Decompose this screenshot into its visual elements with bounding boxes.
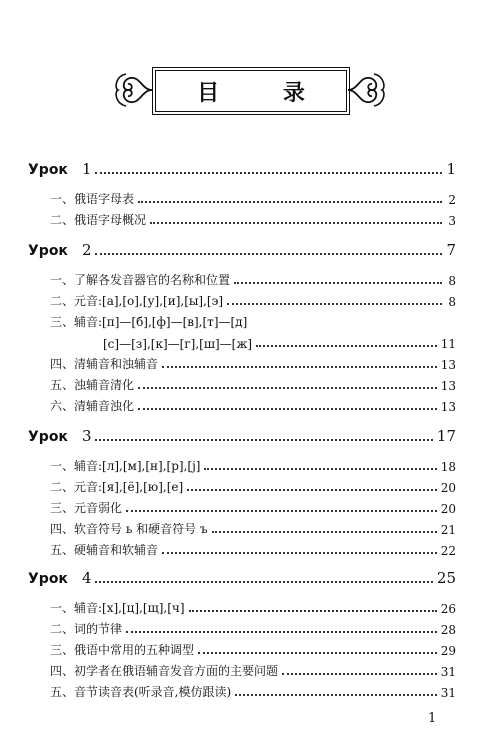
leader-dots [95,580,432,583]
page-number: 31 [440,665,456,679]
entry-text: 五、浊辅音清化 [50,378,135,392]
leader-dots [212,530,437,533]
leader-dots [95,252,442,255]
toc-entry[interactable] [50,310,456,330]
toc-entry[interactable] [50,475,456,495]
page-number: 26 [440,602,456,616]
lesson-word: Урок [28,571,68,587]
lesson-number: 4 [81,569,92,587]
entry-text: 五、硬辅音和软辅音 [50,543,159,557]
lesson-heading[interactable] [28,239,456,259]
lesson-number: 3 [81,427,92,445]
entry-text: 六、清辅音浊化 [50,399,135,413]
toc-entry[interactable] [50,352,456,372]
leader-dots [256,344,437,347]
lesson-heading[interactable] [28,425,456,445]
lesson-word: Урок [28,243,68,259]
page-number: 1 [446,160,456,178]
entry-text: 四、软音符号 ь 和硬音符号 ъ [50,522,208,536]
page-number: 29 [440,644,456,658]
page-number: 13 [440,358,456,372]
entry-text: [с]—[з],[к]—[г],[ш]—[ж] [103,337,253,351]
toc-entry[interactable] [50,517,456,537]
leader-dots [234,281,442,284]
leader-dots [204,467,436,470]
lesson-number: 1 [81,160,92,178]
page-number: 18 [440,460,456,474]
lesson-word: Урок [28,429,68,445]
lesson-number: 2 [81,241,92,259]
toc-entry[interactable] [50,208,456,228]
page-number: 3 [448,214,456,228]
entry-text: 二、俄语字母概况 [50,213,147,227]
entry-text: 四、初学者在俄语辅音发音方面的主要问题 [50,664,279,678]
page-number: 8 [448,295,456,309]
lesson-word: Урок [28,162,68,178]
toc-entry[interactable] [50,289,456,309]
toc-entry[interactable] [50,496,456,516]
toc-entry[interactable] [50,187,456,207]
leader-dots [126,509,437,512]
page-title: 目 录 [197,80,333,106]
leader-dots [235,693,437,696]
toc-entry[interactable] [50,373,456,393]
toc-entry[interactable] [50,680,456,700]
leader-dots [95,438,432,441]
entry-text: 一、了解各发音器官的名称和位置 [50,273,231,287]
leader-dots [126,630,437,633]
leader-dots [282,672,437,675]
page-number: 17 [436,427,456,445]
toc-entry[interactable] [50,596,456,616]
leader-dots [162,365,437,368]
page-number: 2 [448,193,456,207]
toc-entry[interactable] [50,659,456,679]
page-number: 13 [440,379,456,393]
toc-entry[interactable] [50,268,456,288]
page-number: 11 [440,337,456,351]
entry-text: 四、清辅音和浊辅音 [50,357,159,371]
entry-text: 一、辅音:[л],[м],[н],[р],[j] [50,459,201,473]
leader-dots [138,200,442,203]
lesson-heading[interactable] [28,567,456,587]
leader-dots [198,651,437,654]
toc-entry-continuation[interactable] [103,331,456,351]
page-number: 13 [440,400,456,414]
toc-entry[interactable] [50,638,456,658]
page-number: 22 [440,544,456,558]
lesson-heading[interactable] [28,158,456,178]
page-number: 25 [436,569,456,587]
entry-text: 一、辅音:[х],[ц],[щ],[ч] [50,601,185,615]
leader-dots [150,221,442,224]
page-number: 7 [446,241,456,259]
entry-text: 二、元音:[а],[о],[у],[и],[ы],[э] [50,294,224,308]
footer-page-number: 1 [428,711,437,726]
toc-entry[interactable] [50,538,456,558]
leader-dots [187,488,437,491]
entry-text: 三、辅音:[п]—[б],[ф]—[в],[т]—[д] [50,315,248,329]
toc-entry[interactable] [50,394,456,414]
leader-dots [162,551,437,554]
leader-dots [227,302,442,305]
page-number: 20 [440,502,456,516]
page-number: 28 [440,623,456,637]
page-number: 20 [440,481,456,495]
entry-text: 二、词的节律 [50,622,123,636]
leader-dots [95,171,442,174]
entry-text: 三、俄语中常用的五种调型 [50,643,195,657]
page-number: 8 [448,274,456,288]
entry-text: 三、元音弱化 [50,501,123,515]
toc-entry[interactable] [50,454,456,474]
page-number: 21 [440,523,456,537]
entry-text: 五、音节读音表(听录音,模仿跟读) [50,685,232,699]
entry-text: 一、俄语字母表 [50,192,135,206]
leader-dots [189,609,437,612]
toc-entry[interactable] [50,617,456,637]
page-number: 31 [440,686,456,700]
entry-text: 二、元音:[я],[ё],[ю],[е] [50,480,184,494]
leader-dots [138,407,437,410]
leader-dots [138,386,437,389]
